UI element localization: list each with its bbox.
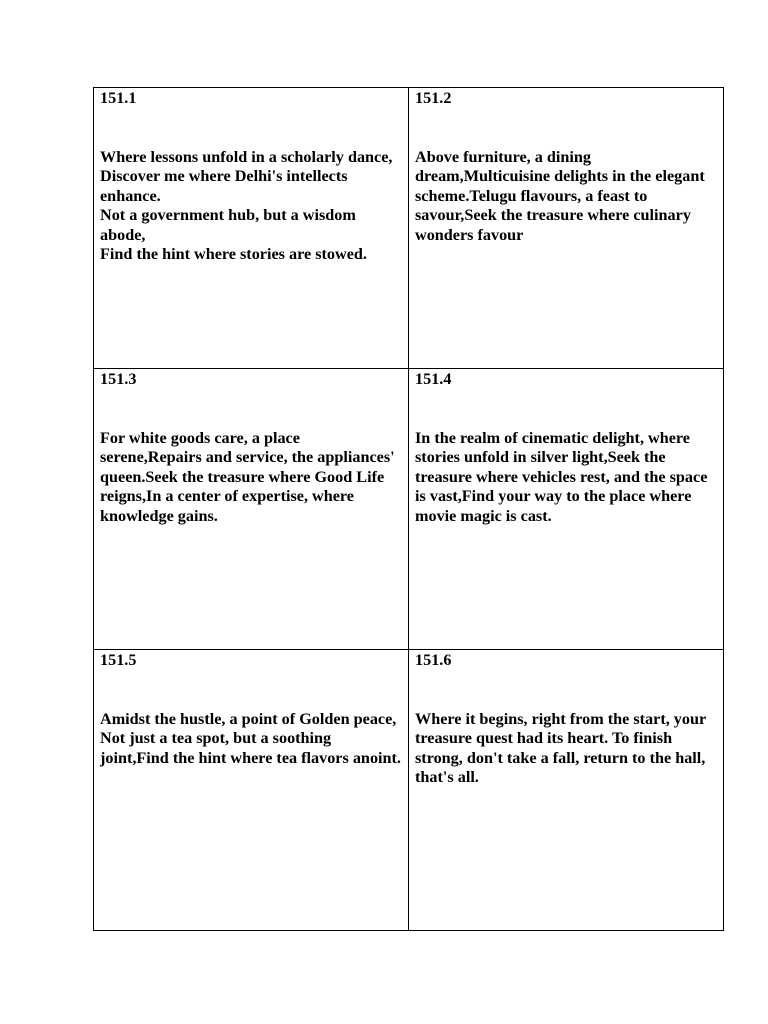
clue-line: Where lessons unfold in a scholarly dance,: [100, 147, 393, 166]
clue-cell-151-3: [94, 369, 409, 650]
clue-number: 151.4: [415, 370, 452, 388]
table-row: [94, 650, 724, 931]
clue-number: 151.3: [100, 370, 137, 388]
clue-number: 151.5: [100, 651, 137, 669]
clue-text: For white goods care, a place serene,Repairs and service, the appliances' queen.Seek the treasure where Good Life reigns,In a center of expertise, where knowledge gains.: [100, 428, 395, 525]
clue-cell-151-6: [409, 650, 724, 931]
clue-text: Amidst the hustle, a point of Golden peace, Not just a tea spot, but a soothing joint,Find the hint where tea flavors anoint.: [100, 709, 401, 767]
clue-cell-151-2: [409, 88, 724, 369]
clue-number: 151.6: [415, 651, 452, 669]
table-row: [94, 369, 724, 650]
clue-text: Above furniture, a dining dream,Multicuisine delights in the elegant scheme.Telugu flavours, a feast to savour,Seek the treasure where culinary wonders favour: [415, 147, 705, 244]
table-row: [94, 88, 724, 369]
clue-table: [93, 87, 724, 931]
clue-number: 151.1: [100, 89, 137, 107]
clue-cell-151-1: [94, 88, 409, 369]
clue-text: Where it begins, right from the start, your treasure quest had its heart. To finish strong, don't take a fall, return to the hall, that's all.: [415, 709, 706, 786]
clue-line: Find the hint where stories are stowed.: [100, 245, 367, 263]
clue-line: Discover me where Delhi's intellects enhance.: [100, 167, 348, 205]
clue-cell-151-5: [94, 650, 409, 931]
clue-cell-151-4: [409, 369, 724, 650]
clue-number: 151.2: [415, 89, 452, 107]
clue-line: Not a government hub, but a wisdom abode,: [100, 206, 356, 244]
clue-text: In the realm of cinematic delight, where stories unfold in silver light,Seek the treasure where vehicles rest, and the space is vast,Find your way to the place where movie magic is cast.: [415, 428, 708, 525]
